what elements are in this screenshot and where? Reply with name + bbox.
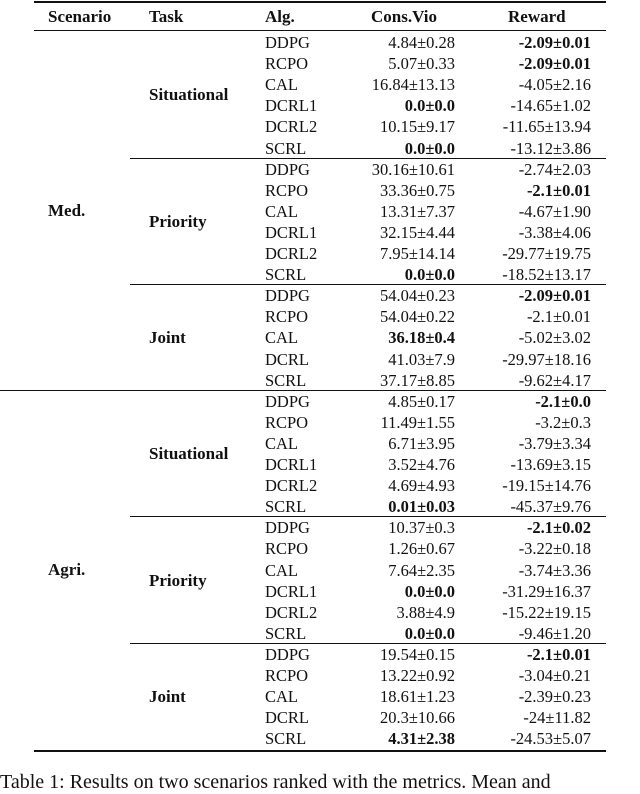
table-row xyxy=(34,159,640,180)
alg-cell: CAL xyxy=(265,433,298,453)
reward-cell: -19.15±14.76 xyxy=(502,476,591,496)
scenario-label: Med. xyxy=(48,201,86,221)
table-row xyxy=(34,349,640,370)
alg-cell: DCRL1 xyxy=(265,222,318,242)
table-row xyxy=(34,74,640,95)
reward-cell: -3.2±0.3 xyxy=(535,412,591,432)
table-row xyxy=(34,728,640,749)
table-row xyxy=(34,602,640,623)
reward-cell: -4.67±1.90 xyxy=(518,201,591,221)
header-scenario: Scenario xyxy=(48,7,112,26)
table-row xyxy=(34,707,640,728)
alg-cell: RCPO xyxy=(265,412,309,432)
alg-cell: DDPG xyxy=(265,391,310,411)
cons-vio-cell: 54.04±0.23 xyxy=(379,286,455,306)
reward-cell: -13.12±3.86 xyxy=(510,138,591,158)
alg-cell: SCRL xyxy=(265,138,307,158)
reward-cell: -2.09±0.01 xyxy=(518,33,591,52)
cons-vio-cell: 37.17±8.85 xyxy=(379,370,455,390)
cons-vio-cell: 19.54±0.15 xyxy=(379,644,455,664)
alg-cell: SCRL xyxy=(265,370,307,390)
reward-cell: -3.04±0.21 xyxy=(518,666,591,685)
cons-vio-cell: 3.52±4.76 xyxy=(388,455,455,474)
alg-cell: CAL xyxy=(265,560,298,580)
cons-vio-cell: 0.01±0.03 xyxy=(388,497,455,517)
alg-cell: DDPG xyxy=(265,518,310,538)
alg-cell: DCRL1 xyxy=(265,581,318,601)
reward-cell: -2.1±0.01 xyxy=(526,180,591,200)
table-row xyxy=(34,53,640,74)
table-row xyxy=(34,517,640,538)
alg-cell: CAL xyxy=(265,201,298,221)
alg-cell: RCPO xyxy=(265,666,309,685)
alg-cell: DCRL xyxy=(265,708,310,728)
bottom-rule xyxy=(34,750,606,752)
reward-cell: -2.1±0.01 xyxy=(526,307,591,327)
reward-cell: -2.39±0.23 xyxy=(518,687,591,707)
reward-cell: -24±11.82 xyxy=(523,708,591,728)
table-row xyxy=(34,116,640,137)
cons-vio-cell: 7.95±14.14 xyxy=(379,244,455,263)
reward-cell: -2.74±2.03 xyxy=(518,159,591,179)
alg-cell: DDPG xyxy=(265,33,310,52)
alg-cell: DCRL2 xyxy=(265,602,318,622)
alg-cell: SCRL xyxy=(265,623,307,643)
table-row xyxy=(34,496,640,517)
reward-cell: -14.65±1.02 xyxy=(510,96,591,116)
header-task: Task xyxy=(149,7,184,26)
cons-vio-cell: 54.04±0.22 xyxy=(379,307,455,327)
header-rule xyxy=(34,30,606,31)
table-row xyxy=(34,32,640,53)
table-row xyxy=(34,412,640,433)
cons-vio-cell: 10.37±0.3 xyxy=(388,518,455,538)
table-row xyxy=(34,201,640,222)
table-row xyxy=(34,327,640,348)
header-alg: Alg. xyxy=(265,7,295,26)
reward-cell: -11.65±13.94 xyxy=(502,117,591,137)
cons-vio-cell: 10.15±9.17 xyxy=(379,117,455,137)
cons-vio-cell: 36.18±0.4 xyxy=(388,328,455,348)
cons-vio-cell: 30.16±10.61 xyxy=(371,159,455,179)
table-row xyxy=(34,138,640,159)
reward-cell: -9.46±1.20 xyxy=(518,623,591,643)
reward-cell: -5.02±3.02 xyxy=(518,328,591,348)
alg-cell: DCRL1 xyxy=(265,96,318,116)
reward-cell: -18.52±13.17 xyxy=(502,265,591,285)
alg-cell: DCRL2 xyxy=(265,117,318,137)
reward-cell: -3.22±0.18 xyxy=(518,539,591,559)
cons-vio-cell: 33.36±0.75 xyxy=(379,180,455,200)
task-label: Situational xyxy=(149,85,229,105)
table-row xyxy=(34,538,640,559)
top-rule xyxy=(34,1,606,3)
reward-cell: -2.09±0.01 xyxy=(518,54,591,74)
reward-cell: -31.29±16.37 xyxy=(502,581,591,601)
reward-cell: -9.62±4.17 xyxy=(518,370,591,390)
cons-vio-cell: 0.0±0.0 xyxy=(404,581,455,601)
table-row xyxy=(34,95,640,116)
alg-cell: DDPG xyxy=(265,644,310,664)
table-row xyxy=(34,433,640,454)
alg-cell: CAL xyxy=(265,75,298,95)
alg-cell: CAL xyxy=(265,328,298,348)
alg-cell: SCRL xyxy=(265,729,307,749)
header-cons-vio: Cons.Vio xyxy=(371,7,437,26)
cons-vio-cell: 3.88±4.9 xyxy=(396,602,455,622)
cons-vio-cell: 16.84±13.13 xyxy=(371,75,455,95)
reward-cell: -3.74±3.36 xyxy=(518,560,591,580)
reward-cell: -29.97±18.16 xyxy=(502,349,591,369)
reward-cell: -4.05±2.16 xyxy=(518,75,591,95)
cons-vio-cell: 4.84±0.28 xyxy=(388,33,455,52)
header-reward: Reward xyxy=(508,7,566,26)
cons-vio-cell: 4.31±2.38 xyxy=(388,729,455,749)
table-caption: Table 1: Results on two scenarios ranked with the metrics. Mean and xyxy=(0,771,551,793)
reward-cell: -2.09±0.01 xyxy=(518,286,591,306)
table-row xyxy=(34,285,640,306)
alg-cell: DDPG xyxy=(265,159,310,179)
cons-vio-cell: 4.85±0.17 xyxy=(388,391,455,411)
cons-vio-cell: 4.69±4.93 xyxy=(388,476,455,496)
reward-cell: -24.53±5.07 xyxy=(510,729,591,749)
cons-vio-cell: 20.3±10.66 xyxy=(379,708,455,728)
reward-cell: -13.69±3.15 xyxy=(510,455,591,474)
cons-vio-cell: 6.71±3.95 xyxy=(388,433,455,453)
table-row xyxy=(34,306,640,327)
task-label: Priority xyxy=(149,570,207,590)
table-row xyxy=(34,560,640,581)
table-row xyxy=(34,686,640,707)
alg-cell: DCRL xyxy=(265,349,310,369)
header-row xyxy=(34,6,640,27)
reward-cell: -2.1±0.0 xyxy=(535,391,591,411)
alg-cell: DCRL1 xyxy=(265,455,318,474)
task-label: Situational xyxy=(149,444,229,463)
cons-vio-cell: 13.31±7.37 xyxy=(379,201,455,221)
table-row xyxy=(34,665,640,686)
table-row xyxy=(34,222,640,243)
cons-vio-cell: 41.03±7.9 xyxy=(388,349,455,369)
alg-cell: DDPG xyxy=(265,286,310,306)
reward-cell: -45.37±9.76 xyxy=(510,497,591,517)
cons-vio-cell: 32.15±4.44 xyxy=(379,222,455,242)
table-row xyxy=(34,243,640,264)
table-row xyxy=(34,391,640,412)
table-row xyxy=(34,581,640,602)
task-label: Priority xyxy=(149,211,207,231)
cons-vio-cell: 11.49±1.55 xyxy=(380,412,455,432)
alg-cell: SCRL xyxy=(265,265,307,285)
cons-vio-cell: 7.64±2.35 xyxy=(388,560,455,580)
table-row xyxy=(34,644,640,665)
table-row xyxy=(34,475,640,496)
cons-vio-cell: 0.0±0.0 xyxy=(404,265,455,285)
alg-cell: RCPO xyxy=(265,539,309,559)
cons-vio-cell: 13.22±0.92 xyxy=(379,666,455,685)
reward-cell: -3.38±4.06 xyxy=(518,222,591,242)
cons-vio-cell: 18.61±1.23 xyxy=(379,687,455,707)
alg-cell: CAL xyxy=(265,687,298,707)
scenario-label: Agri. xyxy=(48,560,86,580)
table-row xyxy=(34,454,640,475)
cons-vio-cell: 1.26±0.67 xyxy=(388,539,455,559)
alg-cell: RCPO xyxy=(265,54,309,74)
alg-cell: SCRL xyxy=(265,497,307,517)
table-row xyxy=(34,370,640,391)
task-label: Joint xyxy=(149,327,186,347)
alg-cell: DCRL2 xyxy=(265,244,318,263)
cons-vio-cell: 5.07±0.33 xyxy=(388,54,455,74)
reward-cell: -29.77±19.75 xyxy=(502,244,591,263)
cons-vio-cell: 0.0±0.0 xyxy=(404,96,455,116)
alg-cell: DCRL2 xyxy=(265,476,318,496)
table-row xyxy=(34,264,640,285)
reward-cell: -2.1±0.02 xyxy=(526,518,591,538)
task-label: Joint xyxy=(149,686,186,706)
reward-cell: -2.1±0.01 xyxy=(526,644,591,664)
table-row xyxy=(34,180,640,201)
reward-cell: -15.22±19.15 xyxy=(502,602,591,622)
reward-cell: -3.79±3.34 xyxy=(518,433,591,453)
table-row xyxy=(34,623,640,644)
alg-cell: RCPO xyxy=(265,307,309,327)
cons-vio-cell: 0.0±0.0 xyxy=(404,623,455,643)
alg-cell: RCPO xyxy=(265,180,309,200)
cons-vio-cell: 0.0±0.0 xyxy=(404,138,455,158)
